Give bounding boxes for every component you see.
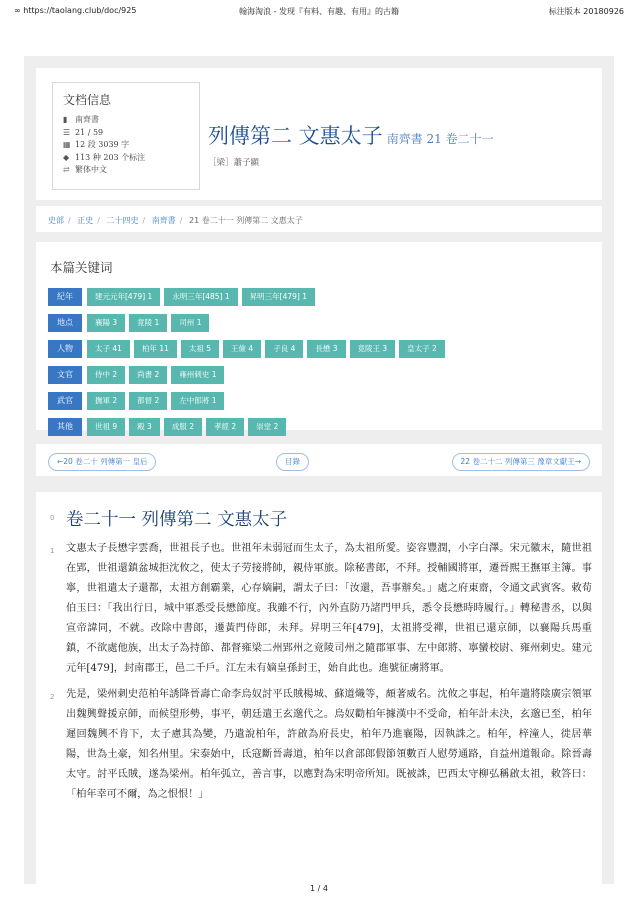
breadcrumb-item[interactable]: 二十四史 (106, 216, 139, 225)
author: ［梁］蕭子顯 (208, 158, 260, 168)
keyword-tag[interactable]: 尚書 2 (129, 366, 167, 384)
doc-info-heading: 文档信息 (63, 93, 112, 107)
list-icon: ☰ (63, 127, 71, 137)
keyword-tag[interactable]: 太子 41 (87, 340, 130, 358)
keyword-tag[interactable]: 皇太子 2 (399, 340, 445, 358)
keyword-tag[interactable]: 殿 3 (129, 418, 160, 436)
keyword-tag[interactable]: 太祖 5 (181, 340, 219, 358)
keyword-tag[interactable]: 王儉 4 (223, 340, 261, 358)
tag-icon: ◆ (63, 152, 70, 162)
page-number: 1 / 4 (310, 884, 328, 893)
page-container (24, 56, 614, 884)
keyword-tag[interactable]: 建元元年[479] 1 (87, 288, 160, 306)
keyword-tag[interactable]: 襄陽 3 (87, 314, 125, 332)
breadcrumb-item[interactable]: 史部 (48, 216, 64, 225)
keyword-tag[interactable]: 竟陵王 3 (350, 340, 396, 358)
keyword-tag[interactable]: 都督 2 (129, 392, 167, 410)
next-chapter-button[interactable]: 22 卷二十二 列傳第三 豫章文獻王→ (452, 453, 590, 471)
breadcrumb-current: 21 卷二十一 列傳第二 文惠太子 (189, 216, 303, 225)
keyword-tag[interactable]: 子良 4 (265, 340, 303, 358)
keyword-row (48, 418, 590, 436)
keyword-tag[interactable]: 崇堂 2 (248, 418, 286, 436)
keyword-rows (48, 288, 590, 436)
doc-info-volume: ☰ 21 / 59 (63, 127, 189, 140)
table-of-contents-button[interactable]: 目錄 (276, 453, 309, 471)
title-block (208, 120, 494, 168)
keyword-tag[interactable]: 左中郎將 1 (171, 392, 224, 410)
keyword-tag[interactable]: 永明三年[485] 1 (164, 288, 237, 306)
keyword-row (48, 314, 590, 332)
keyword-category[interactable]: 人物 (48, 340, 82, 358)
keyword-row (48, 366, 590, 384)
keyword-category[interactable]: 武官 (48, 392, 82, 410)
paragraph (46, 685, 592, 805)
keyword-tag[interactable]: 侍中 2 (87, 366, 125, 384)
breadcrumb: 史部 / 正史 / 二十四史 / 南齊書 / 21 卷二十一 列傳第二 文惠太子 (36, 206, 602, 232)
page-title: 列傳第二 文惠太子 南齊書 21 卷二十一 (208, 124, 494, 148)
paragraph-number: 0 (50, 514, 55, 522)
keywords-heading: 本篇关键词 (50, 260, 113, 275)
print-header (14, 6, 624, 20)
keyword-tag[interactable]: 竟陵 1 (129, 314, 167, 332)
keyword-category[interactable]: 其他 (48, 418, 82, 436)
paragraph-text[interactable]: 文惠太子長懋字雲喬，世祖長子也。世祖年未弱冠而生太子，為太祖所愛。姿容豐潤，小字白澤。宋元徽末，隨世祖在郢，世祖還鎮盆城拒沈攸之，使太子劳接將帥，親侍軍旅。除秘書郎，不拜。授輔國將軍，遷晉熙王撫軍主簿。事寧，世祖遣太子還都，太祖方創霸業，心存嫡嗣，謂太子曰：「汝還，吾事辦矣。」處之府東齋，令通文武賓客。敕荀伯玉曰：「我出行日，城中軍悉受長懋節度。我雖不行，內外直防乃諸門甲兵，悉令長懋時時履行。」轉秘書丞，以與宣帝諱同，不就。改除中書郎，遷黃門侍郎，未拜。昇明三年[479]，太祖將受禪，世祖已還京師，以襄陽兵馬重鎮，不欲處他族，出太子為持節、都督雍梁二州郢州之竟陵司州之隨郡軍事、左中郎將、寧蠻校尉、雍州刺史。建元元年[479]，封南郡王，邑二千戶。江左未有嫡皇孫封王，始自此也。進號征虜將軍。 (66, 543, 592, 674)
keyword-category[interactable]: 地点 (48, 314, 82, 332)
keyword-tag[interactable]: 司州 1 (171, 314, 209, 332)
keyword-tag[interactable]: 孝經 2 (206, 418, 244, 436)
keyword-tag[interactable]: 長懋 3 (307, 340, 345, 358)
paragraph-number: 1 (50, 547, 55, 555)
chapter-nav (36, 444, 602, 476)
paragraph-text[interactable]: 先是，梁州刺史范柏年誘降晉壽亡命李烏奴討平氐賊楊城、蘇道熾等，頗著威名。沈攸之事起，柏年遣將陰廣宗領軍出魏興聲援京師，而候望形勢，事平，朝廷遣王玄邈代之。烏奴勸柏年據漢中不受命，柏年計未決，玄邈已至，柏年遲回魏興不肯下，太子慮其為變，乃遣說柏年，許啟為府長史，柏年乃進襄陽，因執誅之。柏年，梓潼人，徙居華陽，世為土豪，知名州里。宋泰始中，氐寇斷晉壽道，柏年以倉部郎假節領數百人慰勞通路，自益州道報命。除晉壽太守。討平氐賊，遂為梁州。柏年弧立，善言事，以應對為宋明帝所知。既被誅，巴西太守柳弘稱啟太祖，敕答曰：「柏年幸可不爾，為之恨恨！」 (66, 689, 592, 800)
doc-info-book[interactable]: ▮ 南齊書 (63, 114, 189, 127)
grid-icon: ▦ (63, 140, 71, 149)
doc-info-notes: ◆ 113 种 203 个标注 (63, 152, 189, 165)
paragraph (46, 539, 592, 679)
prev-chapter-button[interactable]: ←20 卷二十 列傳第一 皇后 (48, 453, 156, 471)
keyword-tag[interactable]: 成服 2 (164, 418, 202, 436)
book-icon: ▮ (63, 115, 68, 124)
keyword-row (48, 340, 590, 358)
breadcrumb-item[interactable]: 南齊書 (151, 216, 176, 225)
header-site-title: 翰海淘浪 - 发现『有料、有趣、有用』的古籍 (239, 7, 399, 16)
keyword-row (48, 288, 590, 306)
keyword-tag[interactable]: 世祖 9 (87, 418, 125, 436)
page-subtitle: 南齊書 21 卷二十一 (386, 132, 494, 146)
breadcrumb-item[interactable]: 正史 (77, 216, 94, 225)
chapter-heading: 0 卷二十一 列傳第二 文惠太子 (50, 510, 288, 530)
header-version: 标注版本 20180926 (548, 7, 624, 16)
keyword-category[interactable]: 紀年 (48, 288, 82, 306)
keyword-row (48, 392, 590, 410)
keyword-tag[interactable]: 撫軍 2 (87, 392, 125, 410)
keywords-card (36, 242, 602, 430)
doc-info-card (36, 68, 602, 200)
paragraph-number: 2 (50, 693, 55, 701)
doc-info-stats: ▦ 12 段 3039 字 (63, 139, 189, 152)
doc-info-script[interactable]: ⇄ 繁体中文 (63, 164, 189, 177)
keyword-tag[interactable]: 柏年 11 (134, 340, 177, 358)
doc-info-panel (52, 82, 200, 190)
keyword-category[interactable]: 文官 (48, 366, 82, 384)
text-body (36, 492, 602, 884)
keyword-tag[interactable]: 昇明三年[479] 1 (242, 288, 315, 306)
keyword-tag[interactable]: 雍州刺史 1 (171, 366, 224, 384)
header-url[interactable]: ∞ https://taolang.club/doc/925 (14, 6, 137, 15)
language-icon: ⇄ (63, 165, 70, 174)
